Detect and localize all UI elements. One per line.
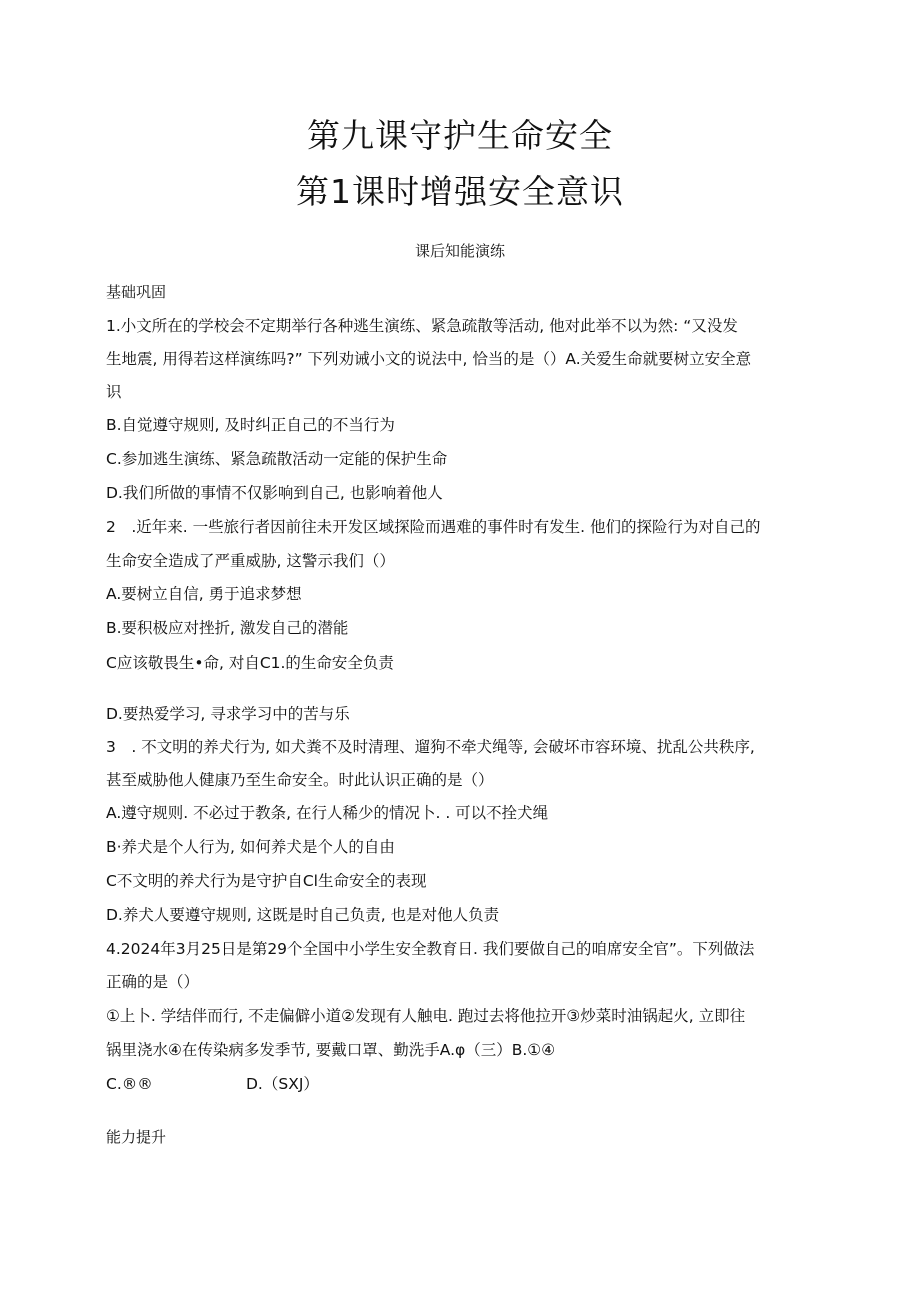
q1-option-b: B.自觉遵守规则, 及时纠正自己的不当行为 (106, 416, 395, 434)
lesson-title: 第九课守护生命安全 (307, 116, 613, 155)
q1-option-c: C.参加逃生演练、紧急疏散活动一定能的保护生命 (106, 450, 448, 468)
q4-stem-line2: 正确的是（） (106, 973, 200, 991)
q4-stem-line4: 锅里浇水④在传染病多发季节, 要戴口罩、勤洗手A.φ（三）B.①④ (106, 1041, 556, 1059)
q3-option-c: C不文明的养犬行为是守护自Cl生命安全的表现 (106, 872, 427, 890)
q2-option-d: D.要热爱学习, 寻求学习中的苦与乐 (106, 705, 350, 723)
q4-option-d: D.（SXJ） (246, 1075, 319, 1093)
q2-stem-line2: 生命安全造成了严重威胁, 这警示我们（） (106, 552, 395, 570)
q3-option-a: A.遵守规则. 不必过于教条, 在行人稀少的情况卜. . 可以不拴犬绳 (106, 804, 549, 822)
q2-option-c: C应该敬畏生•命, 对自C1.的生命安全负责 (106, 654, 394, 672)
q4-option-c: C.®® (106, 1075, 153, 1093)
q3-stem-line1: 3 . 不文明的养犬行为, 如犬粪不及时清理、遛狗不牵犬绳等, 会破坏市容环境、扰乱公共秩序, (106, 738, 755, 756)
q2-stem-line1: 2 .近年来. 一些旅行者因前往未开发区域探险而遇难的事件时有发生. 他们的探险行为对自己的 (106, 518, 761, 536)
q3-stem-line2: 甚至威胁他人健康乃至生命安全。时此认识正确的是（） (106, 771, 494, 789)
q1-option-d: D.我们所做的事情不仅影响到自己, 也影响着他人 (106, 484, 443, 502)
q2-option-b: B.要积极应对挫折, 激发自己的潜能 (106, 619, 349, 637)
exercise-heading: 课后知能演练 (414, 242, 505, 260)
q4-stem-line1: 4.2024年3月25日是第29个全国中小学生安全教育日. 我们要做自己的咱席安全官”。下列做法 (106, 940, 755, 958)
q4-stem-line3: ①上卜. 学结伴而行, 不走偏僻小道②发现有人触电. 跑过去将他拉开③炒菜时油锅起火, 立即往 (106, 1007, 746, 1025)
section-advanced: 能力提升 (106, 1128, 167, 1146)
lesson-subtitle: 第1课时增强安全意识 (296, 172, 624, 211)
q1-stem-line2: 生地震, 用得若这样演练吗?” 下列劝诫小文的说法中, 恰当的是（）A.关爱生命就要树立安全意 (106, 350, 752, 368)
q3-option-b: B·养犬是个人行为, 如何养犬是个人的自由 (106, 838, 395, 856)
q1-stem-line1: 1.小文所在的学校会不定期举行各种逃生演练、紧急疏散等活动, 他对此举不以为然: “又没发 (106, 317, 738, 335)
q2-option-a: A.要树立自信, 勇于追求梦想 (106, 585, 302, 603)
q1-stem-line3: 识 (106, 383, 122, 401)
q3-option-d: D.养犬人要遵守规则, 这既是时自己负责, 也是对他人负责 (106, 906, 500, 924)
section-basic: 基础巩固 (106, 283, 167, 301)
